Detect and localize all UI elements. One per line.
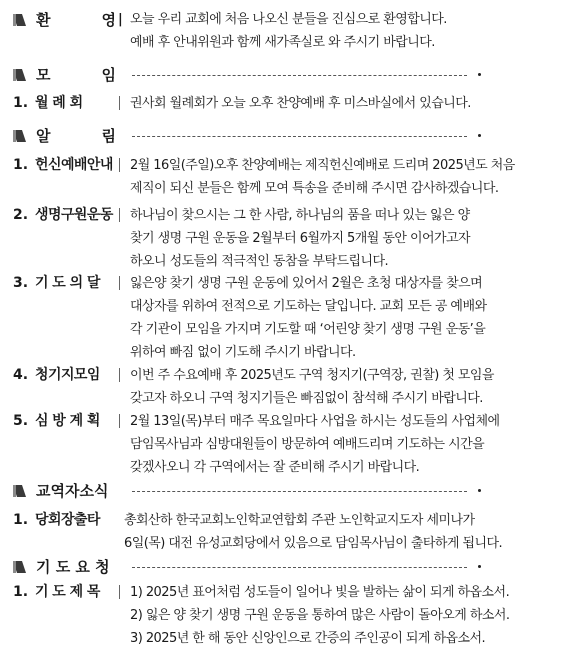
item-title: 청기지모임	[35, 367, 100, 383]
section-meetings	[0, 64, 568, 86]
item-title: 기 도 의 달	[35, 275, 100, 291]
item-line: 1) 2025년 표어처럼 성도들이 일어나 빛을 발하는 삶이 되게 하옵소서.	[130, 585, 510, 600]
item-title: 헌신예배안내	[35, 157, 113, 173]
section-title-welcome: 환 영	[36, 11, 116, 29]
item-line: 잃은양 찾기 생명 구원 운동에 있어서 2월은 초청 대상자를 찾으며	[130, 276, 483, 291]
section-title-church-news: 교역자소식	[36, 482, 109, 500]
item-number: 5.	[13, 413, 29, 429]
item-title: 당회장출타	[35, 512, 100, 528]
divider-end-dot	[478, 134, 481, 137]
item-number: 1.	[13, 157, 29, 173]
section-notices	[0, 125, 568, 147]
separator	[119, 208, 120, 222]
item-number: 1.	[13, 512, 29, 528]
section-marker-icon	[13, 68, 26, 82]
section-church-news	[0, 480, 568, 502]
item-line: 위하여 빠짐 없이 기도해 주시기 바랍니다.	[130, 345, 356, 360]
item-line: 총회산하 한국교회노인학교연합회 주관 노인학교지도자 세미나가	[124, 513, 475, 528]
welcome-line: 예배 후 안내위원과 함께 새가족실로 와 주시기 바랍니다.	[130, 35, 435, 50]
item-number: 1.	[13, 584, 29, 600]
item-title: 기 도 제 목	[35, 584, 100, 600]
item-line: 2월 16일(주일)오후 찬양예배는 제직헌신예배로 드리며 2025년도 처음	[130, 158, 515, 173]
item-line: 각 기관이 모임을 가지며 기도할 때 ‘어린양 찾기 생명 구원 운동’을	[130, 322, 486, 337]
item-line: 2) 잃은 양 찾기 생명 구원 운동을 통하여 많은 사람이 돌아오게 하소서.	[130, 608, 510, 623]
divider-end-dot	[478, 489, 481, 492]
item-line: 갖고자 하오니 구역 청지기들은 빠짐없이 참석해 주시기 바랍니다.	[130, 391, 483, 406]
section-title-prayer: 기 도 요 청	[36, 558, 110, 576]
divider-end-dot	[478, 565, 481, 568]
item-line: 6일(목) 대전 유성교회당에서 있음으로 담임목사님이 출타하게 됩니다.	[124, 536, 503, 551]
section-divider	[132, 567, 467, 568]
item-title: 월 례 회	[35, 95, 83, 111]
separator	[119, 158, 120, 172]
item-number: 2.	[13, 207, 29, 223]
item-number: 4.	[13, 367, 29, 383]
item-line: 담임목사님과 심방대원들이 방문하여 예배드리며 기도하는 시간을	[130, 437, 485, 452]
item-number: 1.	[13, 95, 29, 111]
divider-end-dot	[478, 73, 481, 76]
item-number: 3.	[13, 275, 29, 291]
separator	[119, 585, 120, 599]
section-divider	[132, 75, 467, 76]
section-marker-icon	[13, 560, 26, 574]
item-line: 권사회 월례회가 오늘 오후 찬양예배 후 미스바실에서 있습니다.	[130, 96, 471, 111]
item-line: 제직이 되신 분들은 함께 모여 특송을 준비해 주시면 감사하겠습니다.	[130, 181, 499, 196]
item-line: 하오니 성도들의 적극적인 동참을 부탁드립니다.	[130, 254, 389, 269]
section-marker-icon	[13, 13, 26, 27]
item-line: 하나님이 찾으시는 그 한 사람, 하나님의 품을 떠나 있는 잃은 양	[130, 208, 470, 223]
item-line: 이번 주 수요예배 후 2025년도 구역 청지기(구역장, 권찰) 첫 모임을	[130, 368, 494, 383]
item-line: 갖겠사오니 각 구역에서는 잘 준비해 주시기 바랍니다.	[130, 460, 420, 475]
item-line: 2월 13일(목)부터 매주 목요일마다 사업을 하시는 성도들의 사업체에	[130, 414, 500, 429]
section-title-notices: 알 림	[36, 127, 116, 145]
separator	[119, 368, 120, 382]
section-marker-icon	[13, 484, 26, 498]
section-title-meetings: 모 임	[36, 66, 116, 84]
item-line: 대상자를 위하여 전적으로 기도하는 달입니다. 교회 모든 공 예배와	[130, 299, 487, 314]
separator	[119, 96, 120, 110]
section-marker-icon	[13, 129, 26, 143]
welcome-line: 오늘 우리 교회에 처음 나오신 분들을 진심으로 환영합니다.	[130, 12, 447, 27]
item-title: 심 방 계 획	[35, 413, 100, 429]
item-title: 생명구원운동	[35, 207, 113, 223]
separator: |	[118, 12, 123, 27]
section-prayer	[0, 556, 568, 578]
section-divider	[132, 491, 467, 492]
separator	[119, 276, 120, 290]
item-line: 찾기 생명 구원 운동을 2월부터 6월까지 5개월 동안 이어가고자	[130, 231, 471, 246]
section-divider	[132, 136, 467, 137]
separator	[119, 414, 120, 428]
item-line: 3) 2025년 한 해 동안 신앙인으로 간증의 주인공이 되게 하옵소서.	[130, 631, 486, 646]
